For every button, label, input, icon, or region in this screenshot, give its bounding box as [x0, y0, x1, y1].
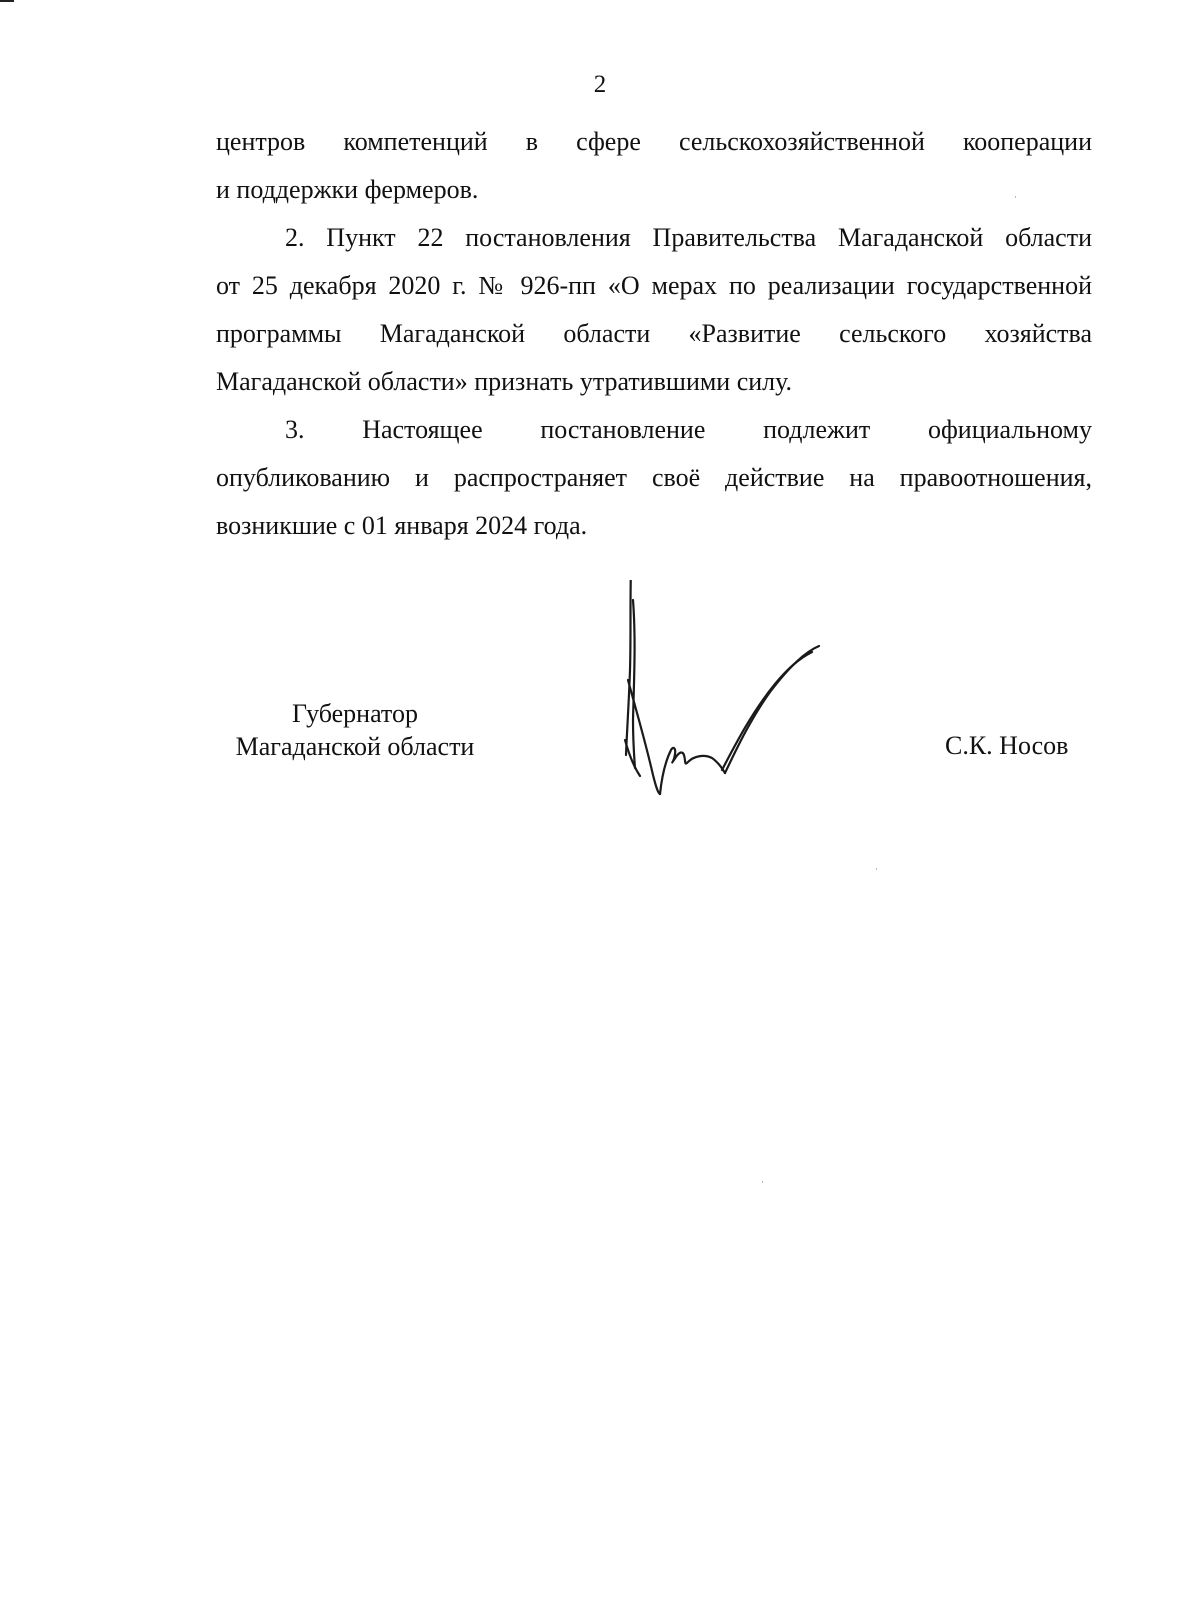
text-line: опубликованию и распространяет своё действие на правоотношения,: [216, 463, 1092, 492]
scan-speck: [762, 1181, 763, 1183]
text-line: программы Магаданской области «Развитие сельского хозяйства: [216, 319, 1092, 348]
text-line: 3. Настоящее постановление подлежит официальному: [285, 415, 1092, 444]
page-number: 2: [593, 71, 607, 98]
signatory-title-line: Магаданской области: [235, 732, 475, 761]
text-line: Магаданской области» признать утратившими силу.: [216, 367, 793, 396]
signatory-title: [205, 697, 505, 763]
text-line: центров компетенций в сфере сельскохозяйственной кооперации: [216, 127, 1092, 156]
document-body: [216, 118, 1092, 550]
signatory-title-line: Губернатор: [292, 699, 418, 728]
text-line: и поддержки фермеров.: [216, 175, 479, 204]
scan-speck: [1015, 196, 1016, 198]
signer-name: С.К. Носов: [945, 731, 1069, 760]
scan-speck: [876, 868, 877, 870]
paragraph-3: [216, 406, 1092, 550]
text-line: возникшие с 01 января 2024 года.: [216, 511, 588, 540]
text-line: 2. Пункт 22 постановления Правительства Магаданской области: [285, 223, 1092, 252]
paragraph-2: [216, 214, 1092, 406]
text-line: от 25 декабря 2020 г. № 926-пп «О мерах по реализации государственной: [216, 271, 1092, 300]
scan-edge-mark: [0, 0, 14, 2]
paragraph-1: [216, 118, 1092, 214]
handwritten-signature: [600, 580, 850, 820]
